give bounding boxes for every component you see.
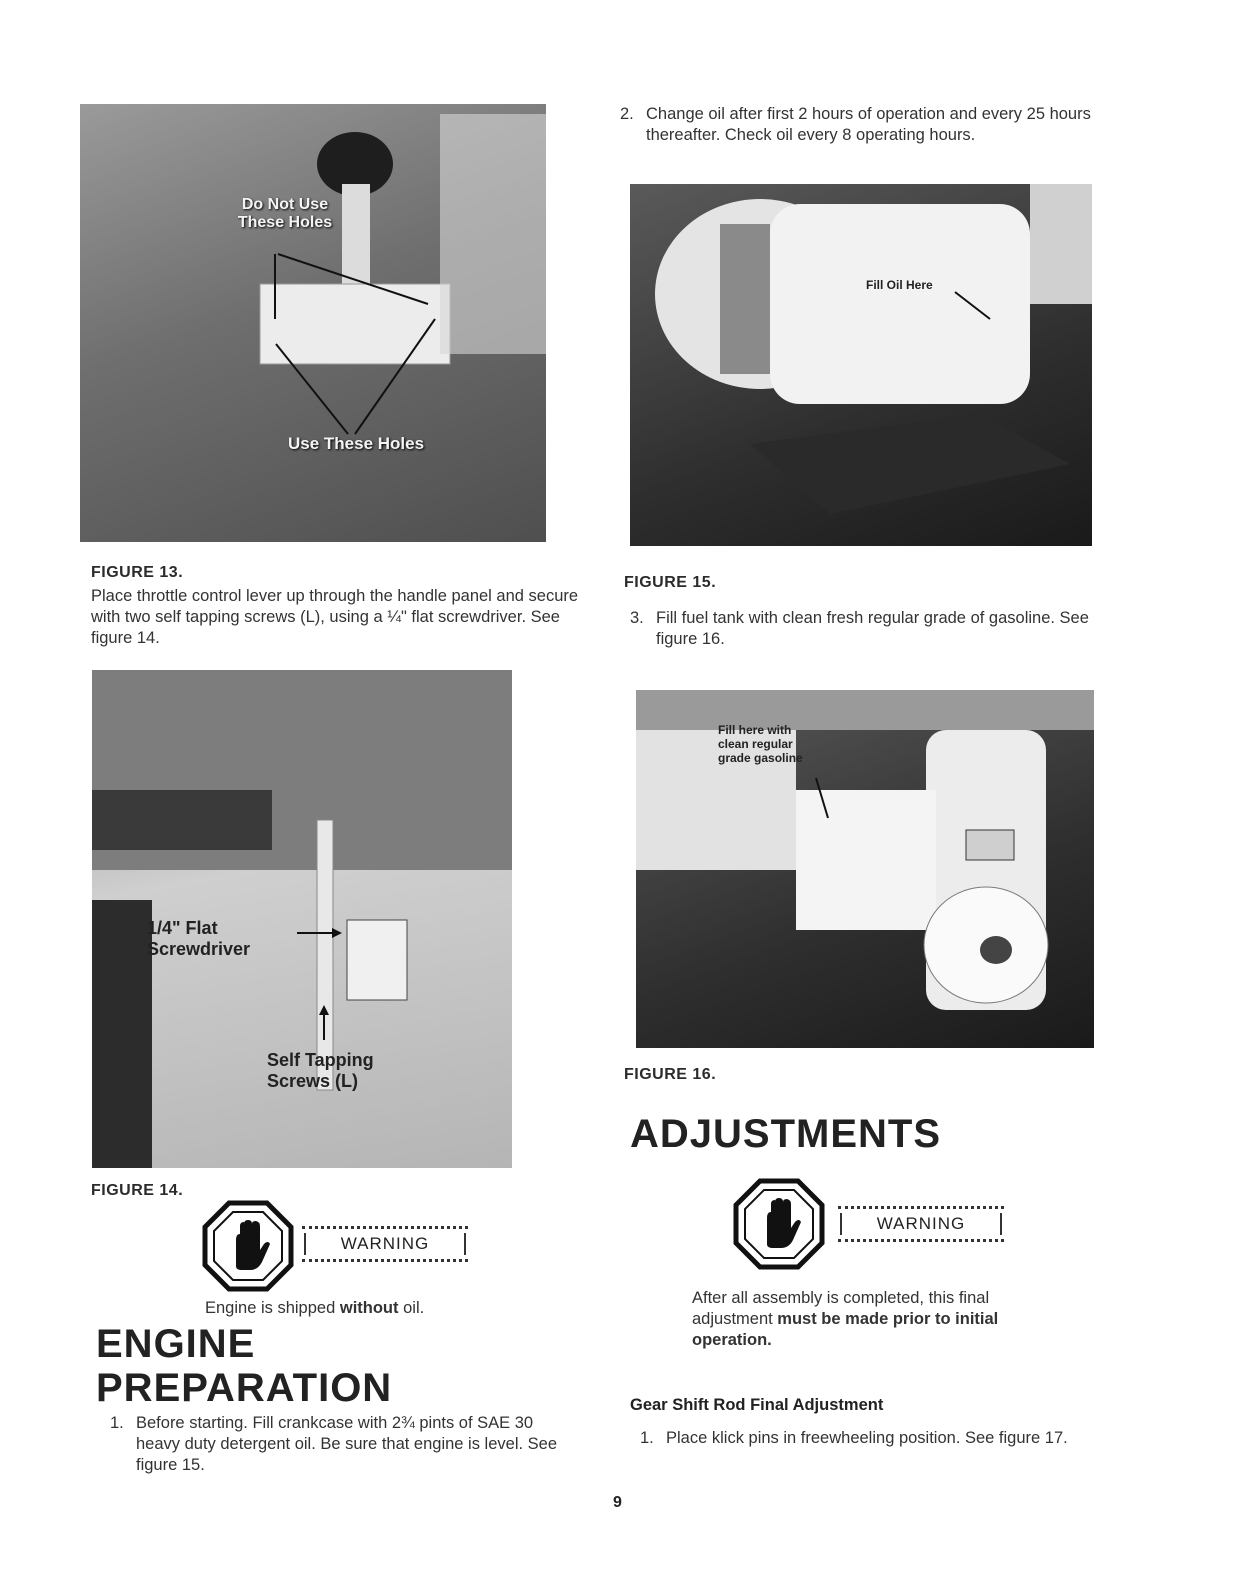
figure-13-photo bbox=[80, 104, 546, 542]
adjustments-warning-text bbox=[692, 1288, 1072, 1351]
figure-13-illustration bbox=[80, 104, 546, 542]
figure-15-illustration bbox=[630, 184, 1092, 546]
page-number: 9 bbox=[613, 1494, 622, 1511]
figure-14-label-screws: Self Tapping Screws (L) bbox=[267, 1050, 374, 1091]
figure-13-caption: FIGURE 13. bbox=[91, 564, 184, 581]
figure-14-label-screwdriver: 1/4" Flat Screwdriver bbox=[147, 918, 251, 959]
stop-hand-icon bbox=[733, 1178, 825, 1270]
step-3-number: 3. bbox=[630, 609, 644, 627]
engine-preparation-step-1 bbox=[110, 1413, 586, 1476]
engine-preparation-step-1-number: 1. bbox=[110, 1414, 124, 1432]
warning-text-left bbox=[205, 1298, 424, 1319]
warning-label-right: WARNING bbox=[838, 1206, 1004, 1242]
engine-preparation-heading bbox=[96, 1322, 392, 1410]
warning-text-left-bold: without bbox=[339, 1299, 399, 1317]
engine-preparation-step-1-text: Before starting. Fill crankcase with 2¾ pints of SAE 30 heavy duty detergent oil. Be sure that engine is level. See figure 15. bbox=[136, 1414, 558, 1474]
warning-text-left-post: oil. bbox=[398, 1299, 425, 1317]
figure-15-caption: FIGURE 15. bbox=[624, 574, 717, 591]
engine-preparation-heading-line1: ENGINE bbox=[96, 1322, 256, 1366]
adjustments-step-1-text: Place klick pins in freewheeling position. See figure 17. bbox=[666, 1429, 1068, 1447]
figure-13-text: Place throttle control lever up through the handle panel and secure with two self tapping screws (L), using a ¼" flat screwdriver. See figure 14. bbox=[91, 587, 579, 647]
figure-14-caption: FIGURE 14. bbox=[91, 1182, 184, 1199]
stop-hand-icon bbox=[202, 1200, 294, 1292]
step-2-number: 2. bbox=[620, 105, 634, 123]
adjustments-step-1 bbox=[640, 1428, 1116, 1449]
adjustments-heading: ADJUSTMENTS bbox=[630, 1112, 942, 1156]
figure-16-caption: FIGURE 16. bbox=[624, 1066, 717, 1083]
adjustments-step-1-number: 1. bbox=[640, 1429, 654, 1447]
adjustments-warning-text-pre: After all assembly is completed, this final adjustment bbox=[692, 1289, 990, 1328]
adjustments-warning-text-bold: must be made prior to initial operation. bbox=[692, 1310, 999, 1349]
figure-15-photo bbox=[630, 184, 1092, 546]
engine-preparation-heading-line2: PREPARATION bbox=[96, 1366, 393, 1410]
step-3 bbox=[630, 608, 1106, 650]
figure-13-label-do-not-use: Do Not Use These Holes bbox=[237, 196, 333, 231]
step-2 bbox=[620, 104, 1100, 146]
step-2-text: Change oil after first 2 hours of operation and every 25 hours thereafter. Check oil every 8 operating hours. bbox=[646, 105, 1091, 144]
figure-14-photo bbox=[92, 670, 512, 1168]
figure-16-photo bbox=[636, 690, 1094, 1048]
gear-shift-subheading: Gear Shift Rod Final Adjustment bbox=[630, 1396, 884, 1414]
figure-16-illustration bbox=[636, 690, 1094, 1048]
figure-16-label-fill-gas: Fill here with clean regular grade gasoline bbox=[718, 723, 803, 765]
warning-label-left: WARNING bbox=[302, 1226, 468, 1262]
figure-13-label-use: Use These Holes bbox=[288, 434, 425, 453]
figure-15-label-fill-oil: Fill Oil Here bbox=[866, 278, 933, 292]
warning-text-left-pre: Engine is shipped bbox=[205, 1299, 340, 1317]
step-3-text: Fill fuel tank with clean fresh regular grade of gasoline. See figure 16. bbox=[656, 609, 1089, 648]
